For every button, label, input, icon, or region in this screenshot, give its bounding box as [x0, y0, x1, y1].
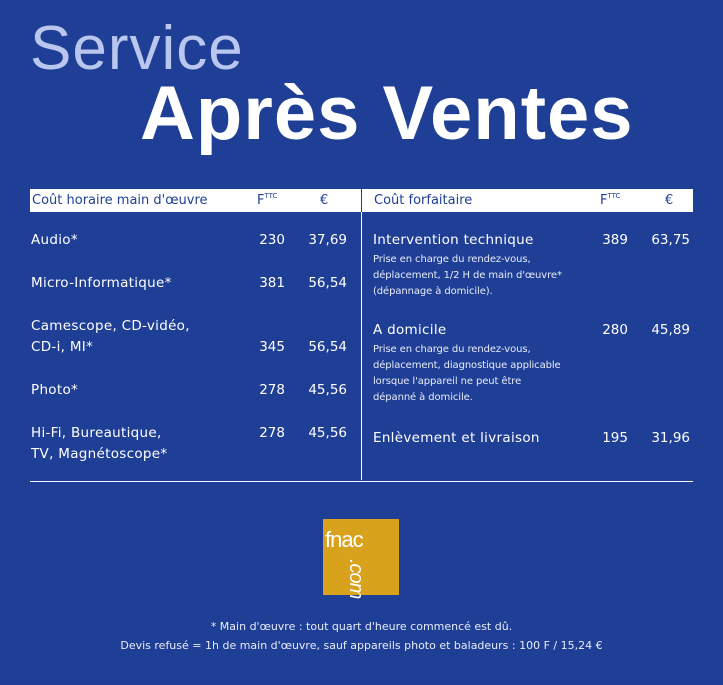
desc-domicile-4: dépanné à domicile.: [373, 392, 473, 403]
footer-note-2: Devis refusé = 1h de main d'œuvre, sauf appareils photo et baladeurs : 100 F / 15,24 €: [120, 639, 603, 652]
title-apres-ventes: Après Ventes: [140, 71, 634, 156]
left-header-col-eur: €: [320, 193, 329, 208]
title-service: Service: [30, 14, 244, 83]
row-f-audio: 230: [259, 232, 285, 248]
row-label-enlevement: Enlèvement et livraison: [373, 430, 540, 446]
row-eur-photo: 45,56: [308, 382, 347, 398]
table-bottom-divider: [30, 481, 693, 482]
row-eur-enlevement: 31,96: [651, 430, 690, 446]
desc-domicile-3: lorsque l'appareil ne peut être: [373, 376, 522, 387]
row-f-enlevement: 195: [602, 430, 628, 446]
left-header-col-f: $F^{TTC}$: [257, 192, 278, 208]
desc-domicile-1: Prise en charge du rendez-vous,: [373, 344, 531, 355]
right-table-header: [362, 189, 693, 212]
row-label-audio: Audio*: [31, 232, 78, 248]
row-eur-camescope: 56,54: [308, 339, 347, 355]
row-f-hifi: 278: [259, 425, 285, 441]
row-f-photo: 278: [259, 382, 285, 398]
right-header-col-f: $F^{TTC}$: [600, 192, 621, 208]
row-f-domicile: 280: [602, 322, 628, 338]
desc-domicile-2: déplacement, diagnostique applicable: [373, 360, 561, 371]
logo-text-com: .com: [345, 559, 367, 599]
left-table-header: [30, 189, 361, 212]
row-eur-audio: 37,69: [308, 232, 347, 248]
fnac-com-logo[interactable]: [323, 519, 399, 599]
row-label-domicile: A domicile: [373, 322, 447, 338]
right-header-col-eur: €: [665, 193, 674, 208]
left-header-label: Coût horaire main d'œuvre: [32, 193, 208, 208]
row-label-photo: Photo*: [31, 382, 79, 398]
logo-text-fnac: fnac: [325, 527, 363, 552]
desc-intervention-2: déplacement, 1/2 H de main d'œuvre*: [373, 270, 562, 281]
row-label-hifi-2: TV, Magnétoscope*: [31, 446, 168, 462]
column-divider: [361, 212, 362, 480]
row-label-hifi-1: Hi-Fi, Bureautique,: [31, 425, 162, 441]
row-eur-domicile: 45,89: [651, 322, 690, 338]
row-label-camescope-2: CD-i, MI*: [31, 339, 94, 355]
desc-intervention-1: Prise en charge du rendez-vous,: [373, 254, 531, 265]
row-f-micro: 381: [259, 275, 285, 291]
row-label-intervention: Intervention technique: [373, 232, 534, 248]
row-f-intervention: 389: [602, 232, 628, 248]
row-f-camescope: 345: [259, 339, 285, 355]
right-header-label: Coût forfaitaire: [374, 193, 473, 208]
desc-intervention-3: (dépannage à domicile).: [373, 286, 493, 297]
row-label-camescope-1: Camescope, CD-vidéo,: [31, 318, 190, 334]
row-eur-micro: 56,54: [308, 275, 347, 291]
row-label-micro: Micro-Informatique*: [31, 275, 172, 291]
row-eur-hifi: 45,56: [308, 425, 347, 441]
footer-note-1: * Main d'œuvre : tout quart d'heure commencé est dû.: [210, 620, 513, 633]
row-eur-intervention: 63,75: [651, 232, 690, 248]
